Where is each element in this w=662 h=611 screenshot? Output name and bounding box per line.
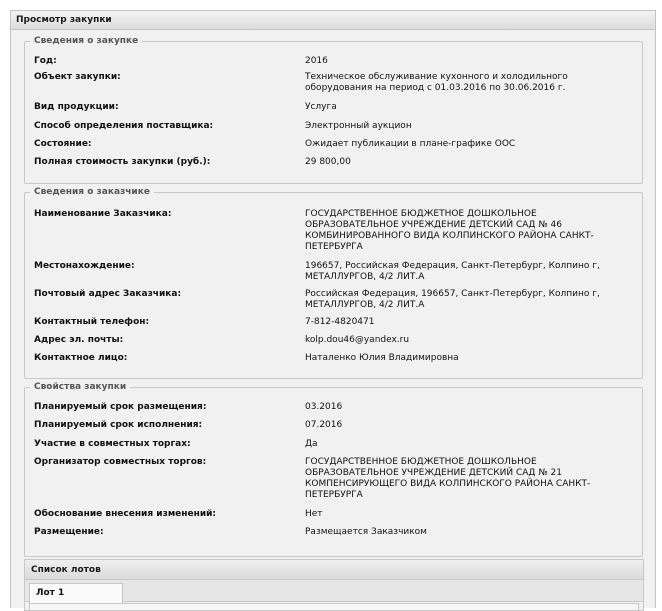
value-product-type: Услуга (305, 102, 337, 112)
label-object: Объект закупки: (34, 72, 121, 82)
purchase-properties-section (24, 382, 643, 557)
value-planned-execution: 07.2016 (305, 420, 343, 430)
label-phone: Контактный телефон: (34, 317, 150, 327)
label-product-type: Вид продукции: (34, 102, 119, 112)
value-customer-name: ГОСУДАРСТВЕННОЕ БЮДЖЕТНОЕ ДОШКОЛЬНОЕ ОБРАЗОВАТЕЛЬНОЕ УЧРЕЖДЕНИЕ ДЕТСКИЙ САД № 46 КОМБИНИРОВАННОГО ВИДА КОЛПИНСКОГО РАЙОНА САНКТ-ПЕТЕРБУРГА (305, 209, 594, 252)
label-joint-organizer: Организатор совместных торгов: (34, 457, 207, 467)
label-placement: Размещение: (34, 527, 104, 537)
lots-list-panel (24, 559, 644, 611)
value-joint-tender: Да (305, 439, 318, 449)
value-email[interactable]: kolp.dou46@yandex.ru (305, 335, 410, 345)
label-planned-execution: Планируемый срок исполнения: (34, 420, 203, 430)
value-total-cost: 29 800,00 (305, 157, 351, 167)
label-email: Адрес эл. почты: (34, 335, 124, 345)
label-year: Год: (34, 56, 57, 66)
value-placement: Размещается Заказчиком (305, 527, 427, 537)
value-postal-address: Российская Федерация, 196657, Санкт-Петербург, Колпино г, МЕТАЛЛУРГОВ, 4/2 ЛИТ.А (305, 289, 600, 310)
label-planned-placement: Планируемый срок размещения: (34, 402, 207, 412)
label-contact-person: Контактное лицо: (34, 353, 128, 363)
purchase-info-section (24, 36, 643, 184)
lots-list-title: Список лотов (25, 560, 643, 580)
customer-info-section (24, 187, 643, 379)
value-status: Ожидает публикации в плане-графике ООС (305, 139, 516, 149)
label-change-reason: Обоснование внесения изменений: (34, 509, 217, 519)
purchase-properties-legend: Свойства закупки (34, 382, 127, 392)
label-supplier-method: Способ определения поставщика: (34, 121, 214, 131)
value-planned-placement: 03.2016 (305, 402, 343, 412)
label-status: Состояние: (34, 139, 92, 149)
purchase-info-legend: Сведения о закупке (34, 36, 139, 46)
label-postal-address: Почтовый адрес Заказчика: (34, 289, 182, 299)
customer-info-legend: Сведения о заказчике (34, 187, 150, 197)
value-contact-person: Наталенко Юлия Владимировна (305, 353, 459, 363)
lots-tab-strip (25, 580, 643, 602)
value-location: 196657, Российская Федерация, Санкт-Петербург, Колпино г, МЕТАЛЛУРГОВ, 4/2 ЛИТ.А (305, 261, 600, 282)
tab-lot-1[interactable]: Лот 1 (29, 583, 123, 603)
value-object: Техническое обслуживание кухонного и холодильного оборудования на период с 01.03.2016 по 30.06.2016 г. (305, 72, 568, 93)
value-change-reason: Нет (305, 509, 323, 519)
purchase-view-window (10, 10, 656, 608)
value-phone: 7-812-4820471 (305, 317, 375, 327)
value-joint-organizer: ГОСУДАРСТВЕННОЕ БЮДЖЕТНОЕ ДОШКОЛЬНОЕ ОБРАЗОВАТЕЛЬНОЕ УЧРЕЖДЕНИЕ ДЕТСКИЙ САД № 21 КОМПЕНСИРУЮЩЕГО ВИДА КОЛПИНСКОГО РАЙОНА САНКТ-ПЕТЕРБУРГА (305, 457, 591, 500)
label-customer-name: Наименование Заказчика: (34, 209, 172, 219)
value-supplier-method: Электронный аукцион (305, 121, 412, 131)
value-year: 2016 (305, 56, 328, 66)
label-joint-tender: Участие в совместных торгах: (34, 439, 191, 449)
window-title: Просмотр закупки (11, 11, 655, 30)
lot-tab-content (29, 603, 639, 610)
label-location: Местонахождение: (34, 261, 135, 271)
label-total-cost: Полная стоимость закупки (руб.): (34, 157, 211, 167)
